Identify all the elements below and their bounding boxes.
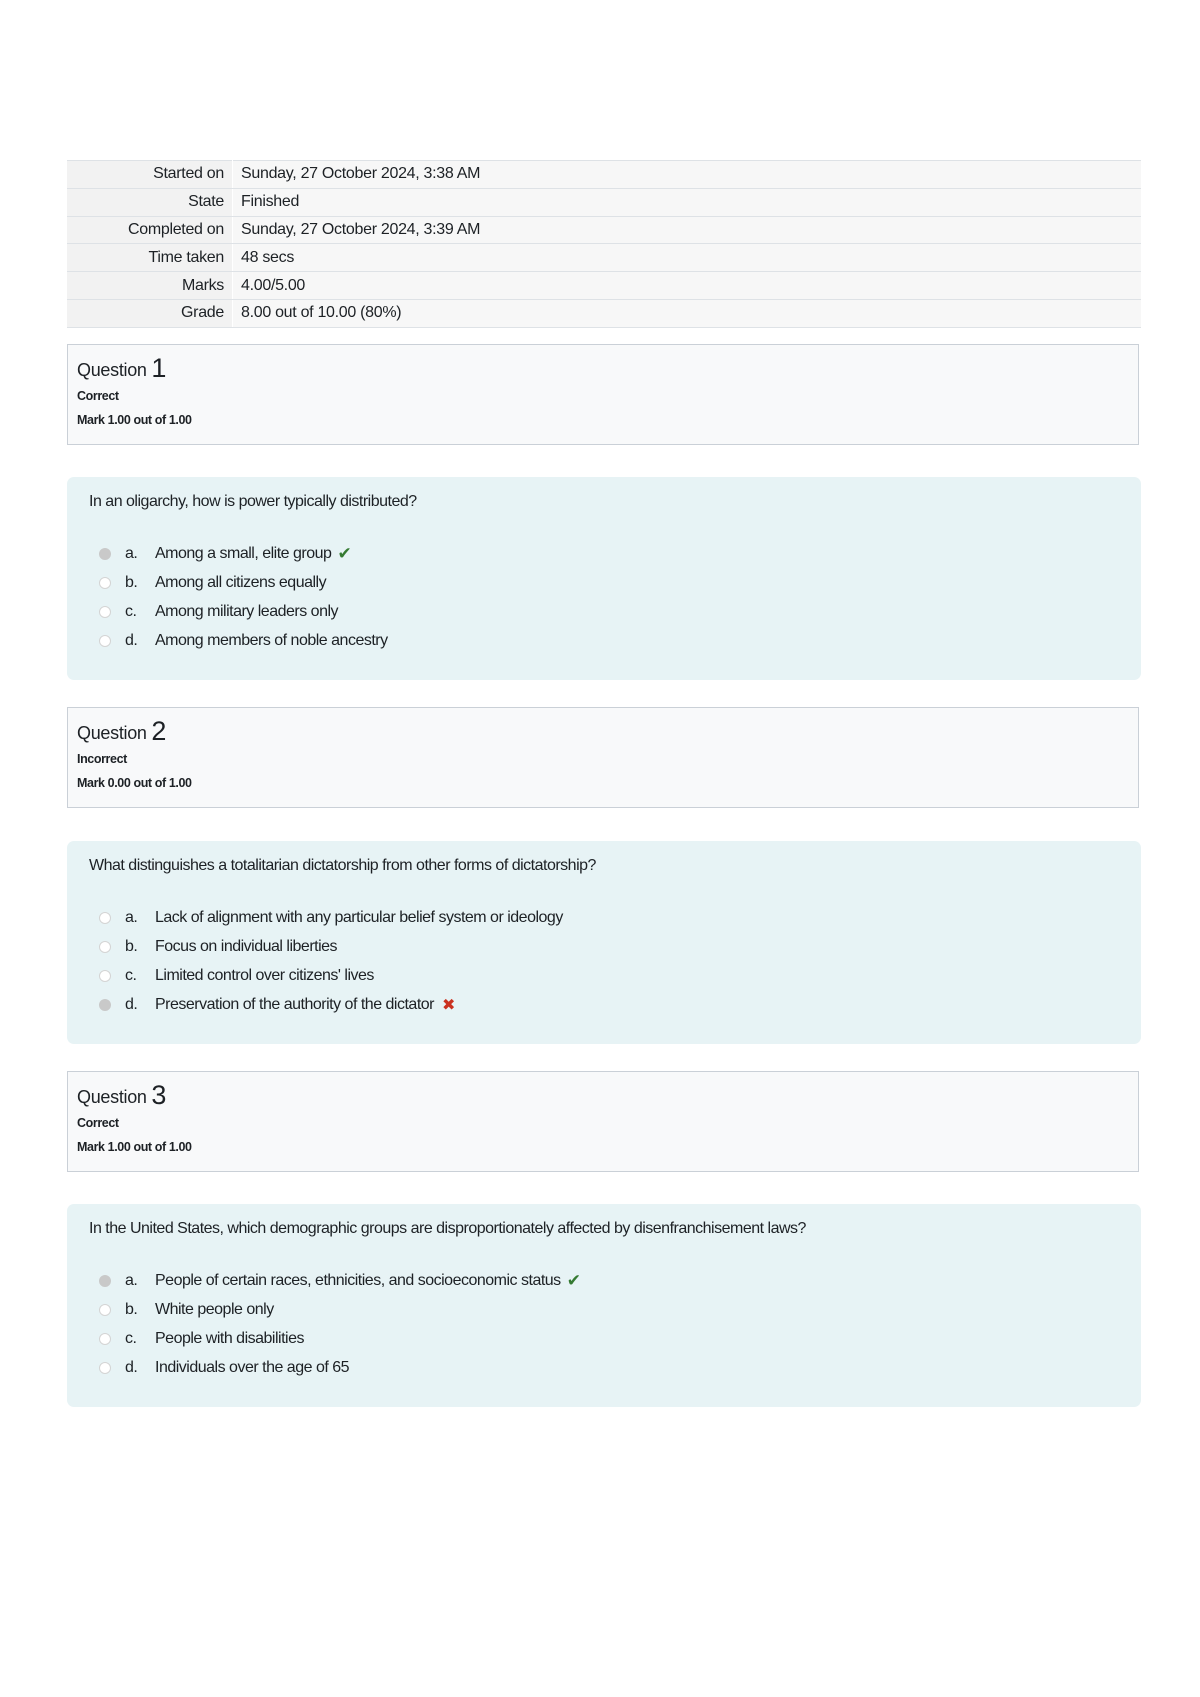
option-text: Among a small, elite group [155,544,332,562]
question-number: 3 [151,1080,167,1110]
question-text: In the United States, which demographic groups are disproportionately affected by disenfranchisement laws? [89,1220,806,1237]
radio-button [99,1304,111,1316]
summary-label: Marks [67,272,233,300]
answer-options [89,539,1119,655]
option-letter: a. [125,908,138,926]
question-state: Incorrect [77,752,127,766]
summary-row-state [67,188,1141,216]
radio-button-selected [99,548,111,560]
option-text: Among all citizens equally [155,573,327,591]
question-content-2 [67,841,1141,1044]
summary-row-marks [67,272,1141,300]
option-letter: c. [125,602,137,620]
answer-option-b [99,568,1119,597]
radio-button [99,1333,111,1345]
summary-label: Started on [67,161,233,189]
answer-option-c [99,961,1119,990]
question-word: Question [77,1087,147,1107]
answer-option-a [99,903,1119,932]
option-letter: b. [125,937,138,955]
option-letter: a. [125,1271,138,1289]
question-heading [77,716,1129,746]
question-content-1 [67,477,1141,680]
attempt-summary-table [67,160,1141,328]
answer-option-d [99,990,1119,1019]
question-info-3 [67,1071,1139,1172]
option-text: Individuals over the age of 65 [155,1358,350,1376]
option-letter: b. [125,1300,138,1318]
summary-value: 48 secs [233,244,1142,272]
question-mark: Mark 1.00 out of 1.00 [77,1140,192,1154]
summary-row-completed-on [67,216,1141,244]
radio-button [99,635,111,647]
question-state: Correct [77,1116,119,1130]
question-info-1 [67,344,1139,445]
option-letter: c. [125,1329,137,1347]
question-heading [77,1080,1129,1110]
radio-button [99,577,111,589]
radio-button-selected [99,1275,111,1287]
question-text: In an oligarchy, how is power typically distributed? [89,493,417,510]
question-mark: Mark 0.00 out of 1.00 [77,776,192,790]
question-heading [77,353,1129,383]
option-letter: d. [125,995,138,1013]
question-text: What distinguishes a totalitarian dictatorship from other forms of dictatorship? [89,857,596,874]
question-number: 2 [151,716,167,746]
question-mark: Mark 1.00 out of 1.00 [77,413,192,427]
radio-button [99,1362,111,1374]
question-state: Correct [77,389,119,403]
option-text: People of certain races, ethnicities, and socioeconomic status [155,1271,561,1289]
option-text: Focus on individual liberties [155,937,338,955]
option-text: Among military leaders only [155,602,339,620]
radio-button [99,970,111,982]
summary-value: Sunday, 27 October 2024, 3:38 AM [233,161,1142,189]
summary-label: State [67,188,233,216]
summary-value: 4.00/5.00 [233,272,1142,300]
radio-button [99,941,111,953]
radio-button-selected [99,999,111,1011]
summary-value: Sunday, 27 October 2024, 3:39 AM [233,216,1142,244]
option-letter: a. [125,544,138,562]
question-word: Question [77,723,147,743]
summary-row-started-on [67,161,1141,189]
summary-row-grade [67,299,1141,327]
summary-value: Finished [233,188,1142,216]
option-text: People with disabilities [155,1329,304,1347]
option-letter: c. [125,966,137,984]
option-letter: b. [125,573,138,591]
option-text: Lack of alignment with any particular belief system or ideology [155,908,563,926]
question-content-3 [67,1204,1141,1407]
radio-button [99,606,111,618]
question-number: 1 [151,353,167,383]
option-text: White people only [155,1300,274,1318]
option-text: Among members of noble ancestry [155,631,388,649]
radio-button [99,912,111,924]
summary-label: Grade [67,299,233,327]
summary-label: Completed on [67,216,233,244]
answer-option-d [99,626,1119,655]
option-text: Limited control over citizens' lives [155,966,374,984]
summary-value: 8.00 out of 10.00 (80%) [233,299,1142,327]
answer-option-a [99,1266,1119,1295]
answer-option-a [99,539,1119,568]
answer-options [89,1266,1119,1382]
option-letter: d. [125,1358,138,1376]
option-text: Preservation of the authority of the dictator [155,995,434,1013]
answer-option-b [99,932,1119,961]
answer-option-b [99,1295,1119,1324]
answer-options [89,903,1119,1019]
summary-label: Time taken [67,244,233,272]
answer-option-c [99,597,1119,626]
option-letter: d. [125,631,138,649]
question-info-2 [67,707,1139,808]
answer-option-c [99,1324,1119,1353]
question-word: Question [77,360,147,380]
incorrect-cross-icon: ✖ [442,996,455,1014]
correct-check-icon: ✔ [337,543,352,563]
answer-option-d [99,1353,1119,1382]
summary-row-time-taken [67,244,1141,272]
correct-check-icon: ✔ [566,1270,581,1290]
